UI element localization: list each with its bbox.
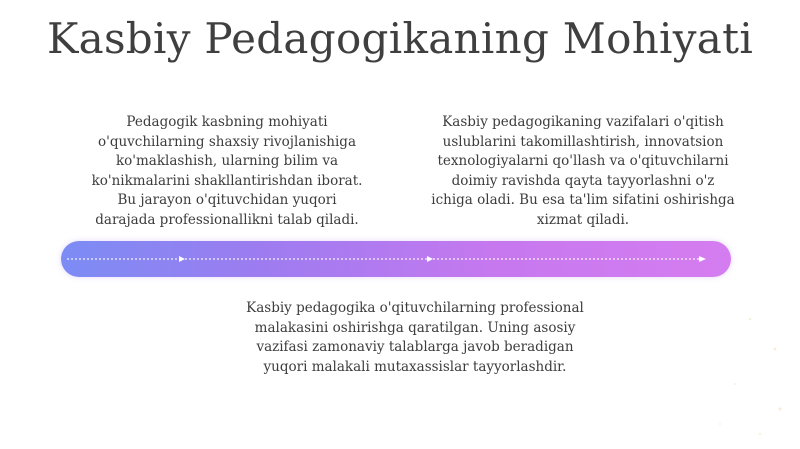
decorative-sparkles bbox=[680, 289, 800, 449]
text-line: darajada professionallikni talab qiladi. bbox=[95, 211, 359, 228]
text-line: malakasini oshirishga qaratilgan. Uning asosiy bbox=[254, 319, 576, 336]
text-line: ichiga oladi. Bu esa ta'lim sifatini oshirishga bbox=[431, 192, 735, 208]
text-line: uslublarini takomillashtirish, innovatsion bbox=[442, 133, 724, 150]
text-line: ko'maklashish, ularning bilim va bbox=[115, 153, 339, 169]
text-line: o'quvchilarning shaxsiy rivojlanishiga bbox=[97, 133, 356, 150]
text-block-right bbox=[418, 113, 748, 230]
text-line: Kasbiy pedagogika o'qituvchilarning professional bbox=[246, 300, 584, 316]
arrow-head-icon bbox=[179, 256, 185, 262]
text-line: texnologiyalarni qo'llash va o'qituvchilarni bbox=[437, 153, 729, 169]
text-line: Bu jarayon o'qituvchidan yuqori bbox=[117, 192, 337, 208]
text-line: ko'nikmalarini shakllantirishdan iborat. bbox=[91, 172, 363, 189]
timeline-bar bbox=[61, 241, 731, 277]
text-line: Pedagogik kasbning mohiyati bbox=[126, 114, 328, 130]
arrow-head-icon bbox=[699, 256, 706, 262]
text-line: xizmat qiladi. bbox=[536, 211, 630, 228]
text-block-left bbox=[72, 113, 382, 230]
arrow-head-icon bbox=[427, 256, 433, 262]
text-line: Kasbiy pedagogikaning vazifalari o'qitish bbox=[442, 114, 724, 130]
text-line: doimiy ravishda qayta tayyorlashni o'z bbox=[451, 172, 715, 189]
text-block-bottom bbox=[225, 299, 605, 377]
text-line: yuqori malakali mutaxassislar tayyorlashdir. bbox=[263, 358, 567, 375]
timeline-arrows bbox=[61, 241, 731, 277]
text-line: vazifasi zamonaviy talablarga javob beradigan bbox=[256, 339, 574, 355]
slide-title: Kasbiy Pedagogikaning Mohiyati bbox=[46, 14, 754, 63]
